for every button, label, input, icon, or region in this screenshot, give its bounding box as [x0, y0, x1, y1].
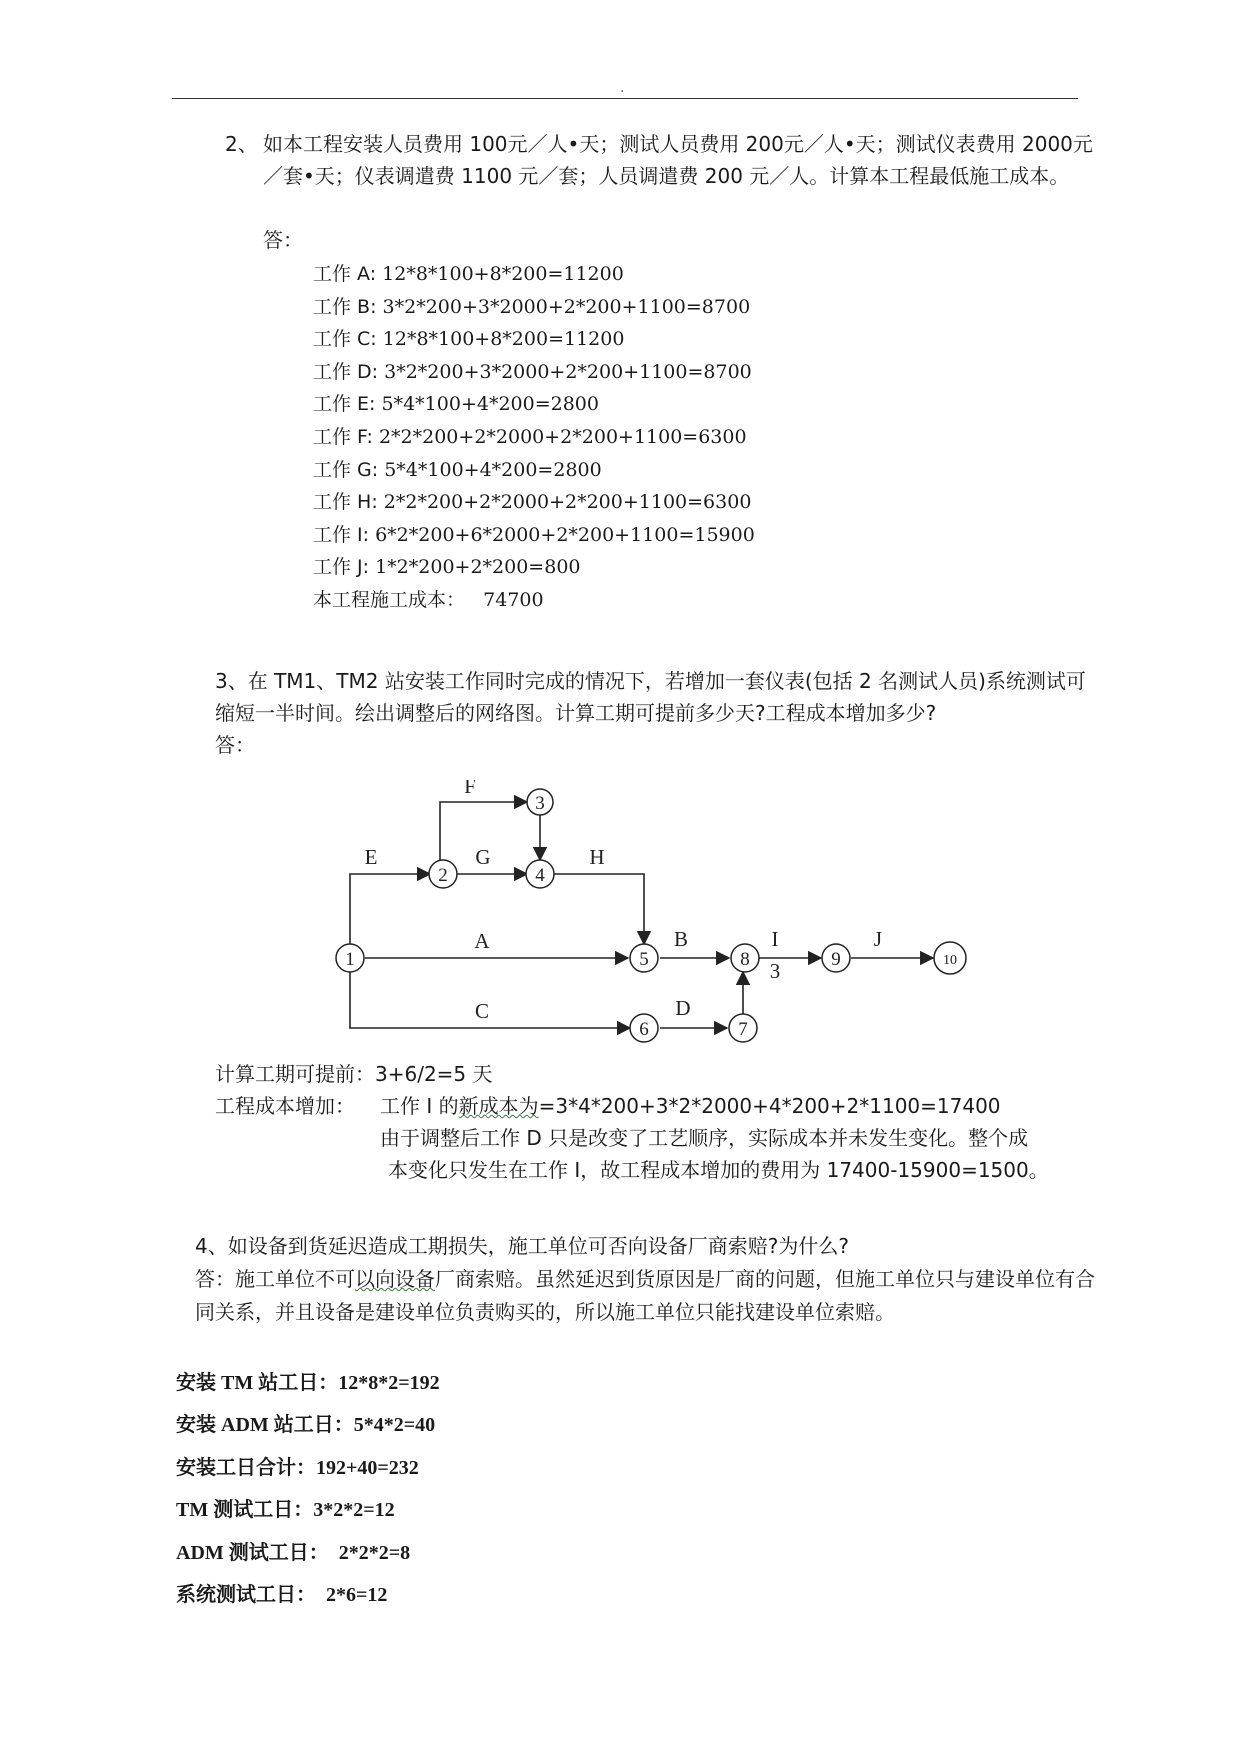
calc-label: 工作 B:	[313, 295, 377, 318]
calc-row	[313, 258, 755, 291]
activity-label-g: G	[475, 845, 491, 869]
workday-row	[176, 1404, 440, 1446]
workday-row	[176, 1574, 440, 1616]
workday-row	[176, 1447, 440, 1489]
period-result	[215, 1058, 493, 1087]
calc-formula: 6*2*200+6*2000+2*200+1100=15900	[375, 523, 755, 546]
cost-result-text: 工作 I 的	[380, 1094, 459, 1118]
activity-h-arrow	[554, 874, 644, 944]
activity-label-e: E	[364, 845, 378, 869]
workday-label: 安装工日合计：	[176, 1456, 316, 1479]
question-2	[225, 128, 1095, 192]
calc-row	[313, 454, 755, 487]
activity-e-arrow	[350, 874, 430, 958]
workday-list	[176, 1362, 440, 1616]
node-label: 10	[943, 953, 957, 968]
cost-calculation-list	[313, 258, 755, 617]
question-3	[215, 665, 1095, 761]
period-result-value: 3+6/2=5 天	[375, 1062, 493, 1086]
question-2-text: 如本工程安装人员费用 100元／人•天；测试人员费用 200元／人•天；测试仪表费用 2000元／套•天；仪表调遣费 1100 元／套；人员调遣费 200 元／人。计算本工程最低施工成本。	[263, 132, 1093, 188]
node-label: 4	[535, 865, 545, 886]
workday-label: 安装 TM 站工日：	[176, 1372, 339, 1394]
calc-formula: 5*4*100+4*200=2800	[384, 458, 602, 481]
node-label: 2	[438, 865, 448, 886]
calc-formula: 12*8*100+8*200=11200	[382, 263, 624, 285]
calc-formula: 5*4*100+4*200=2800	[381, 393, 599, 416]
node-label: 9	[831, 949, 841, 970]
calc-total-row	[313, 584, 755, 617]
node-label: 1	[345, 949, 355, 970]
spellcheck-marked-text: 新成本为	[458, 1094, 539, 1118]
activity-duration-i: 3	[769, 959, 781, 983]
cost-result-line-2: 由于调整后工作 D 只是改变了工艺顺序，实际成本并未发生变化。整个成	[380, 1126, 1029, 1150]
workday-label: TM 测试工日：	[176, 1499, 314, 1522]
activity-label-c: C	[474, 999, 490, 1023]
question-4-answer	[195, 1263, 1095, 1329]
calc-row	[313, 356, 755, 389]
cost-result-text: =3*4*200+3*2*2000+4*200+2*1100=17400	[538, 1094, 1001, 1118]
workday-row	[176, 1532, 440, 1574]
calc-row	[313, 323, 755, 356]
activity-label-j: J	[873, 927, 883, 951]
node-label: 3	[535, 793, 545, 814]
answer-text: 答：施工单位不可	[195, 1267, 355, 1291]
node-label: 5	[639, 949, 649, 970]
calc-row	[313, 519, 755, 552]
network-diagram	[330, 780, 990, 1070]
workday-label: ADM 测试工日：	[176, 1541, 329, 1564]
workday-row	[176, 1362, 440, 1404]
calc-label: 工作 G:	[313, 458, 379, 481]
calc-label: 工作 H:	[313, 491, 378, 514]
question-4	[195, 1230, 1095, 1329]
cost-result-line-1	[380, 1090, 1001, 1119]
calc-label: 工作 A:	[313, 263, 377, 285]
workday-value: 2*6=12	[316, 1583, 388, 1606]
question-3-text: 3、在 TM1、TM2 站安装工作同时完成的情况下，若增加一套仪表(包括 2 名测试人员)系统测试可缩短一半时间。绘出调整后的网络图。计算工期可提前多少天?工程成本增加多少?	[215, 669, 1086, 725]
activity-label-i: I	[771, 927, 779, 951]
workday-value: 5*4*2=40	[353, 1414, 436, 1437]
calc-formula: 12*8*100+8*200=11200	[382, 328, 625, 351]
activity-c-arrow	[350, 972, 630, 1028]
node-label: 7	[738, 1019, 748, 1040]
workday-label: 系统测试工日：	[176, 1583, 316, 1606]
answer-text: 厂商索赔。虽然延迟到货原因是厂商的问题，但施工单位只与建设单位有合同关系，并且设备是建设单位负责购买的，所以施工单位只能找建设单位索赔。	[195, 1267, 1095, 1324]
calc-label: 工作 J:	[313, 556, 370, 579]
calc-label: 工作 I:	[313, 523, 370, 546]
calc-row	[313, 486, 755, 519]
question-3-answer-label: 答：	[215, 733, 255, 757]
calc-row	[313, 551, 755, 584]
workday-label: 安装 ADM 站工日：	[176, 1414, 354, 1437]
cost-result-line-3: 本变化只发生在工作 I，故工程成本增加的费用为 17400-15900=1500。	[388, 1158, 1049, 1182]
question-2-answer-label: 答：	[263, 228, 303, 252]
calc-row	[313, 421, 755, 454]
workday-value: 192+40=232	[316, 1456, 419, 1479]
calc-label: 工作 C:	[313, 328, 377, 351]
calc-label: 本工程施工成本：	[313, 588, 466, 611]
calc-row	[313, 388, 755, 421]
calc-row	[313, 291, 755, 324]
activity-label-b: B	[673, 927, 689, 951]
node-label: 6	[639, 1019, 649, 1040]
calc-label: 工作 F:	[313, 425, 373, 448]
calc-total-value: 74700	[483, 588, 544, 611]
calc-formula: 3*2*200+3*2000+2*200+1100=8700	[382, 295, 751, 318]
header-dot: .	[620, 80, 625, 96]
header-rule	[172, 98, 1078, 99]
activity-label-h: H	[589, 845, 605, 869]
cost-result-label: 工程成本增加：	[215, 1094, 355, 1118]
workday-value: 2*2*2=8	[328, 1541, 411, 1564]
calc-label: 工作 E:	[313, 393, 376, 416]
calc-formula: 3*2*200+3*2000+2*200+1100=8700	[384, 360, 752, 383]
calc-formula: 1*2*200+2*200=800	[375, 556, 581, 579]
activity-label-a: A	[474, 929, 490, 953]
calc-formula: 2*2*200+2*2000+2*200+1100=6300	[383, 491, 752, 514]
node-label: 8	[740, 949, 750, 970]
workday-row	[176, 1489, 440, 1531]
spellcheck-marked-text: 以向设备	[355, 1267, 435, 1291]
workday-value: 12*8*2=192	[338, 1372, 440, 1394]
activity-label-d: D	[675, 996, 691, 1020]
calc-label: 工作 D:	[313, 360, 379, 383]
workday-value: 3*2*2=12	[313, 1499, 395, 1522]
activity-label-f: F	[464, 780, 476, 798]
calc-formula: 2*2*200+2*2000+2*200+1100=6300	[378, 425, 747, 448]
question-4-text: 4、如设备到货延迟造成工期损失，施工单位可否向设备厂商索赔?为什么?	[195, 1234, 849, 1258]
question-2-number: 2、	[225, 132, 258, 156]
period-result-label: 计算工期可提前：	[215, 1062, 375, 1086]
